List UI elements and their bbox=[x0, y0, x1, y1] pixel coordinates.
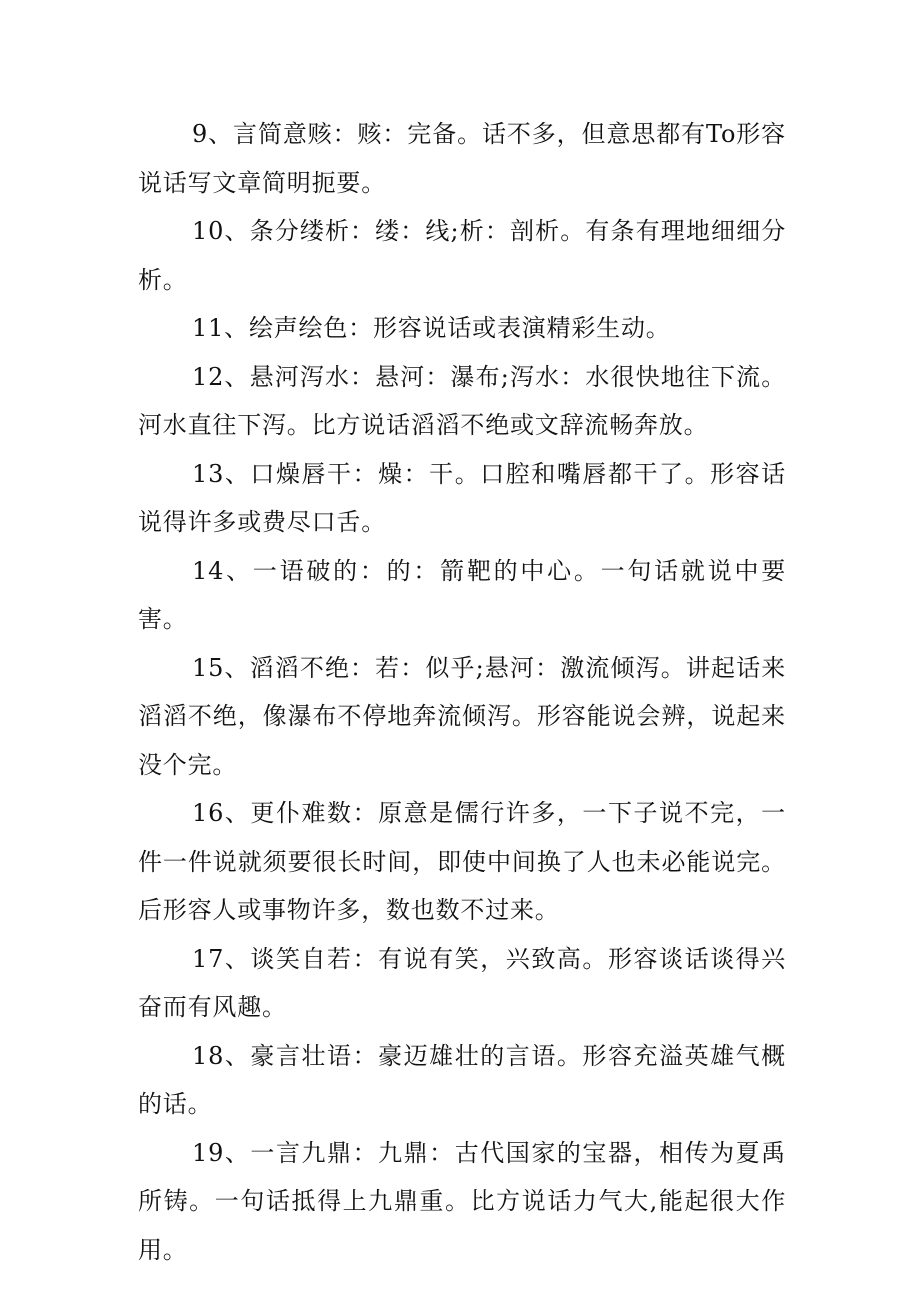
idiom-entry-16: 16、更仆难数：原意是儒行许多，一下子说不完，一件一件说就须要很长时间，即使中间换了人也未必能说完。后形容人或事物许多，数也数不过来。 bbox=[138, 799, 786, 924]
idiom-entry-13: 13、口燥唇干：燥：干。口腔和嘴唇都干了。形容话说得许多或费尽口舌。 bbox=[138, 459, 786, 536]
idiom-entry-10: 10、条分缕析：缕：线;析：剖析。有条有理地细细分析。 bbox=[138, 217, 786, 294]
idiom-entry-15: 15、滔滔不绝：若：似乎;悬河：激流倾泻。讲起话来滔滔不绝，像瀑布不停地奔流倾泻。形容能说会辨，说起来没个完。 bbox=[138, 653, 786, 779]
idiom-entry-19: 19、一言九鼎：九鼎：古代国家的宝器，相传为夏禹所铸。一句话抵得上九鼎重。比方说话力气大,能起很大作用。 bbox=[138, 1138, 786, 1264]
idiom-entry-12: 12、悬河泻水：悬河：瀑布;泻水：水很快地往下流。河水直往下泻。比方说话滔滔不绝或文辞流畅奔放。 bbox=[138, 362, 786, 439]
idiom-entry-17: 17、谈笑自若：有说有笑，兴致高。形容谈话谈得兴奋而有风趣。 bbox=[138, 944, 786, 1021]
idiom-entry-14: 14、一语破的：的：箭靶的中心。一句话就说中要害。 bbox=[138, 556, 786, 633]
idiom-entry-11: 11、绘声绘色：形容说话或表演精彩生动。 bbox=[192, 314, 671, 342]
document-body bbox=[138, 110, 786, 1274]
idiom-entry-18: 18、豪言壮语：豪迈雄壮的言语。形容充溢英雄气概的话。 bbox=[138, 1041, 786, 1118]
idiom-entry-9: 9、言简意赅：赅：完备。话不多，但意思都有To形容说话写文章简明扼要。 bbox=[138, 120, 786, 197]
